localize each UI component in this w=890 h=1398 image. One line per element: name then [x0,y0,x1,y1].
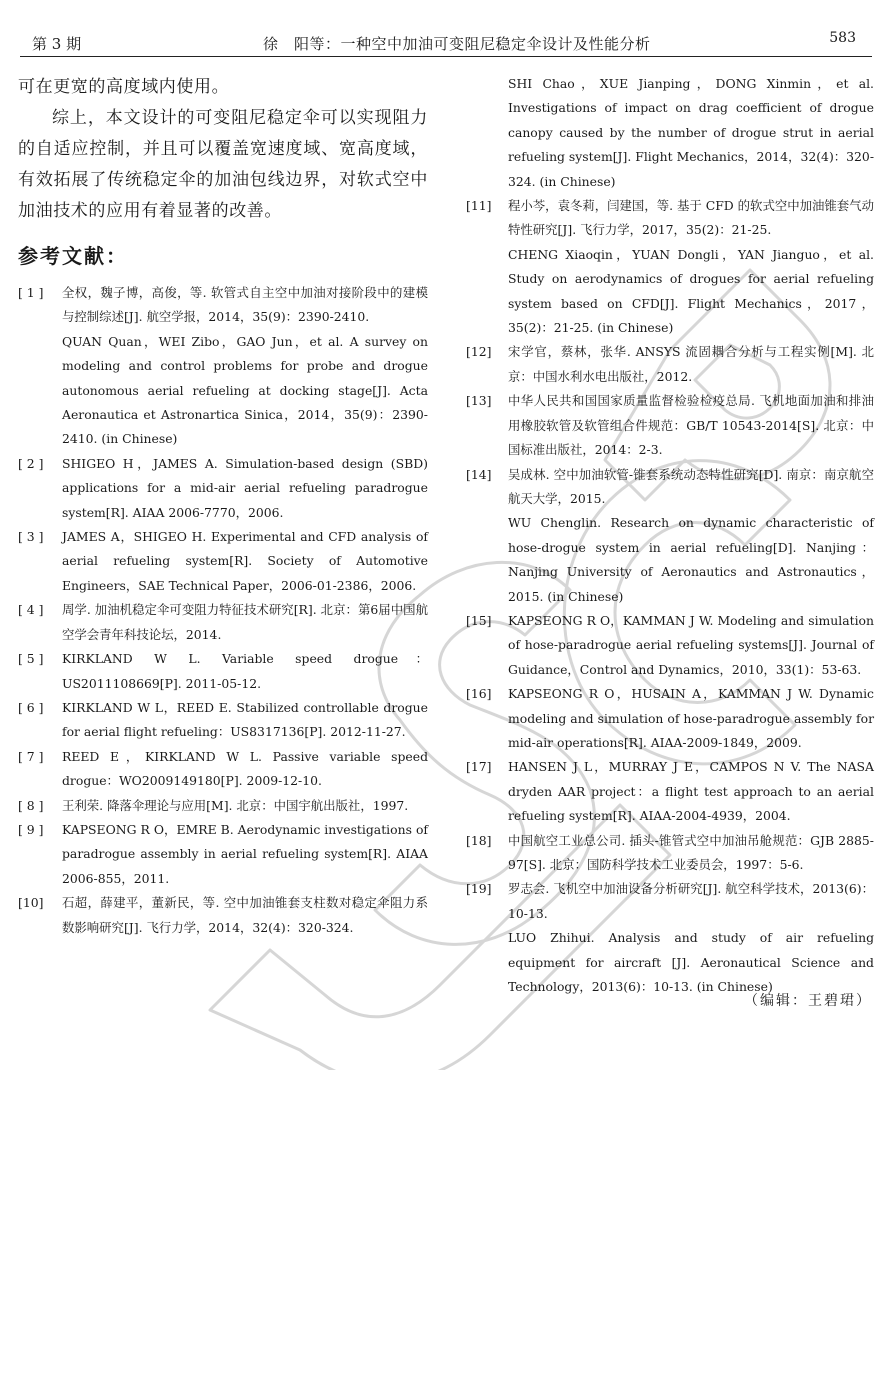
reference-text [62,696,428,745]
reference-entry [466,682,874,755]
reference-number: [15] [466,612,492,628]
reference-line: KAPSEONG R O，KAMMAN J W. Modeling and simulation of hose-paradrogue aerial refueling systems[J]. Journal of Guidance，Control and Dynamics，2010，33(1)：53-63. [508,612,874,677]
reference-line: 中国航空工业总公司. 插头-锥管式空中加油吊舱规范：GJB 2885-97[S]. 北京：国防科学技术工业委员会，1997：5-6. [508,832,874,872]
reference-line: 罗志会. 飞机空中加油设备分析研究[J]. 航空科学技术，2013(6)：10-13. [508,881,874,921]
reference-text [62,818,428,891]
reference-line: 程小芩，袁冬莉，闫建国，等. 基于 CFD 的软式空中加油锥套气动特性研究[J]. 飞行力学，2017，35(2)：21-25. [508,198,874,238]
reference-line: WU Chenglin. Research on dynamic characteristic of hose-drogue system in aerial refueling[D]. Nanjing：Nanjing University of Aeronautics and Astronautics，2015. (in Chinese) [508,515,874,604]
references-heading: 参考文献： [18,244,128,268]
reference-number: [10] [18,895,44,911]
reference-text [62,281,428,452]
reference-text [508,755,874,828]
reference-line: HANSEN J L，MURRAY J E，CAMPOS N V. The NASA dryden AAR project：a flight test approach to an aerial refueling system[R]. AIAA-2004-4939，2004. [508,759,874,824]
reference-entry [466,389,874,462]
reference-text [62,598,428,647]
reference-line: 王利荣. 降落伞理论与应用[M]. 北京：中国宇航出版社，1997. [62,797,409,813]
references-list-left [18,281,428,940]
reference-number: [12] [466,344,492,360]
reference-entry [466,340,874,389]
paragraph: 综上，本文设计的可变阻尼稳定伞可以实现阻力的自适应控制，并且可以覆盖宽速度域、宽高度域，有效拓展了传统稳定伞的加油包线边界，对软式空中加油技术的应用有着显著的改善。 [18,108,428,221]
reference-line: 石超，薛建平，董新民，等. 空中加油锥套支柱数对稳定伞阻力系数影响研究[J]. 飞行力学，2014，32(4)：320-324. [62,895,428,935]
reference-text [62,525,428,598]
paragraph: 可在更宽的高度域内使用。 [18,77,230,97]
reference-number: [17] [466,759,492,775]
references-list-right [466,194,874,999]
reference-text [508,463,874,609]
issue-number: 第 3 期 [32,35,82,53]
reference-number: [ 1 ] [18,285,44,300]
reference-line: 吴成林. 空中加油软管-锥套系统动态特性研究[D]. 南京：南京航空航天大学，2015. [508,466,874,506]
reference-number: [ 3 ] [18,529,44,545]
reference-entry [18,281,428,452]
reference-entry [18,818,428,891]
reference-number: [ 9 ] [18,821,44,837]
reference-line: JAMES A，SHIGEO H. Experimental and CFD analysis of aerial refueling system[R]. Society of Automotive Engineers，SAE Technical Paper，2006-01-2386，2006. [62,529,428,593]
reference-number: [ 5 ] [18,651,44,667]
running-title: 徐 阳等：一种空中加油可变阻尼稳定伞设计及性能分析 [263,35,651,53]
reference-number: [14] [466,466,492,482]
reference-entry [18,525,428,598]
reference-line: REED E，KIRKLAND W L. Passive variable speed drogue：WO2009149180[P]. 2009-12-10. [62,748,428,789]
reference-line: KIRKLAND W L. Variable speed drogue：US2011108669[P]. 2011-05-12. [62,651,428,691]
reference-entry [18,647,428,696]
editor-credit: （编辑：王碧珺） [744,993,872,1009]
reference-text [508,389,874,462]
reference-line: KAPSEONG R O，HUSAIN A，KAMMAN J W. Dynamic modeling and simulation of hose-paradrogue assembly for mid-air operations[R]. AIAA-2009-1849，2009. [508,686,874,750]
reference-number: [18] [466,832,492,848]
reference-text [62,891,428,940]
left-column [18,72,428,940]
reference-line: 宋学官，蔡林，张华. ANSYS 流固耦合分析与工程实例[M]. 北京：中国水利水电出版社，2012. [508,344,874,384]
reference-text [508,682,874,755]
reference-entry [466,829,874,878]
reference-entry [18,598,428,647]
reference-line: LUO Zhihui. Analysis and study of air refueling equipment for aircraft [J]. Aeronautical Science and Technology，2013(6)：10-13. (in Chinese) [508,930,874,995]
reference-line: KAPSEONG R O，EMRE B. Aerodynamic investigations of paradrogue assembly in aerial refueling system[R]. AIAA 2006-855，2011. [62,821,428,886]
reference-number: [ 2 ] [18,455,44,471]
right-column [466,72,874,999]
reference-entry [466,609,874,682]
reference-entry [18,452,428,525]
reference-line: QUAN Quan，WEI Zibo，GAO Jun，et al. A survey on modeling and control problems for probe and drogue autonomous aerial refueling at docking stage[J]. Acta Aeronautica et Astronartica Sinica，2014，35(9)：2390-2410. (in Chinese) [62,333,428,447]
reference-entry [466,463,874,609]
reference-text [62,647,428,696]
reference-text [62,794,428,818]
reference-text [508,194,874,340]
reference-text [62,745,428,794]
reference-continuation: SHI Chao，XUE Jianping，DONG Xinmin，et al. Investigations of impact on drag coefficient of drogue canopy caused by the number of drogue strut in aerial refueling system[J]. Flight Mechanics，2014，32(4)：320-324. (in Chinese) [508,76,875,189]
page-number: 583 [829,30,856,46]
reference-number: [16] [466,686,492,702]
running-header [20,26,872,57]
reference-entry [466,877,874,999]
reference-line: KIRKLAND W L，REED E. Stabilized controllable drogue for aerial flight refueling：US8317136[P]. 2012-11-27. [62,699,428,740]
reference-entry [18,745,428,794]
reference-number: [ 6 ] [18,699,44,715]
reference-text [508,609,874,682]
reference-line: 周学. 加油机稳定伞可变阻力特征技术研究[R]. 北京：第6届中国航空学会青年科技论坛，2014. [62,602,428,642]
conclusion-text [18,72,428,227]
reference-text [508,877,874,999]
reference-line: 中华人民共和国国家质量监督检验检疫总局. 飞机地面加油和排油用橡胶软管及软管组合件规范：GB/T 10543-2014[S]. 北京：中国标准出版社，2014：2-3. [508,393,874,458]
reference-text [508,829,874,878]
reference-line: 全权，魏子博，高俊，等. 软管式自主空中加油对接阶段中的建模与控制综述[J]. 航空学报，2014，35(9)：2390-2410. [62,285,428,325]
reference-text [62,452,428,525]
reference-number: [11] [466,198,492,214]
reference-number: [19] [466,881,492,897]
reference-number: [ 7 ] [18,748,44,764]
reference-line: SHIGEO H，JAMES A. Simulation-based design (SBD) applications for a mid-air aerial refueling paradrogue system[R]. AIAA 2006-7770，2006. [62,455,428,520]
reference-entry [466,755,874,828]
reference-entry [18,891,428,940]
reference-entry [18,696,428,745]
reference-text [508,340,874,389]
reference-entry [18,794,428,818]
reference-entry [466,194,874,340]
reference-number: [13] [466,393,492,409]
reference-number: [ 4 ] [18,602,44,618]
reference-number: [ 8 ] [18,797,44,813]
reference-line: CHENG Xiaoqin，YUAN Dongli，YAN Jianguo，et al. Study on aerodynamics of drogues for aerial refueling system based on CFD[J]. Flight Mechanics，2017，35(2)：21-25. (in Chinese) [508,246,874,336]
